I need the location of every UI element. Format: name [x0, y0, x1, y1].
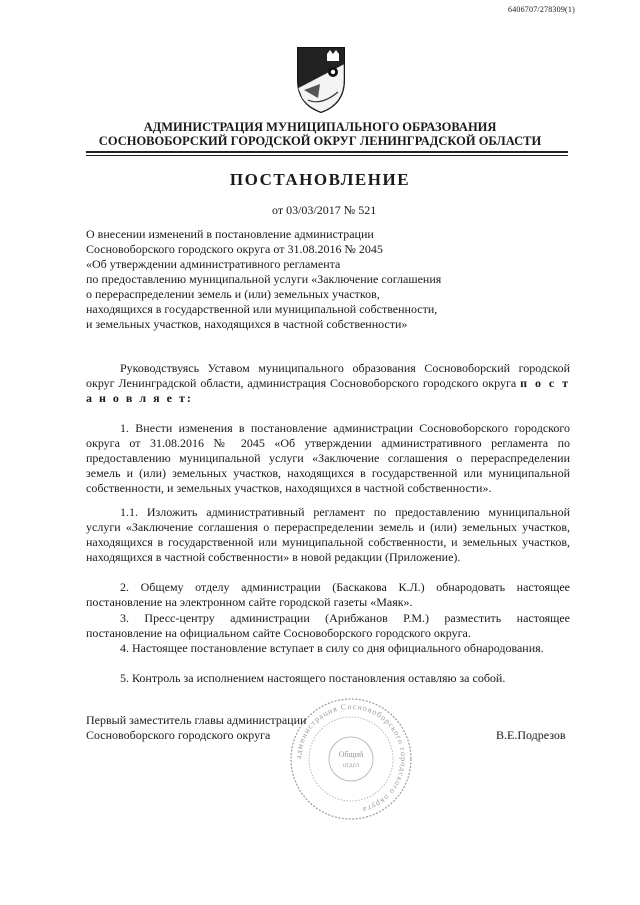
- subject-line: Сосновоборского городского округа от 31.08.2016 № 2045: [86, 242, 383, 256]
- item-5-paragraph: 5. Контроль за исполнением настоящего постановления оставляю за собой.: [120, 671, 506, 685]
- subject-block: [86, 227, 526, 332]
- subject-line: О внесении изменений в постановление администрации: [86, 227, 374, 241]
- stamp-center-text-2: отдел: [342, 761, 360, 769]
- resolves-word: п о с т а н о в л я е т:: [86, 376, 571, 405]
- subject-line: находящихся в государственной или муниципальной собственности,: [86, 302, 438, 316]
- item-3-paragraph: 3. Пресс-центру администрации (Арибжанов Р.М.) разместить настоящее постановление на официальном сайте Сосновоборского городского округа.: [86, 611, 570, 640]
- subject-line: о перераспределении земель и (или) земельных участков,: [86, 287, 380, 301]
- item-1-1-paragraph: 1.1. Изложить административный регламент по предоставлению муниципальной услуги «Заключение соглашения о перераспределении земель и (или) земельных участков, находящихся в государственной или муниципальной собственности, и земельных участков, находящихся в частной собственности» в новой редакции (Приложение).: [86, 505, 570, 564]
- stamp-ring-text: администрация Сосновоборского городского округа: [293, 701, 409, 815]
- signer-name: В.Е.Подрезов: [496, 728, 566, 742]
- org-name-line-1: АДМИНИСТРАЦИЯ МУНИЦИПАЛЬНОГО ОБРАЗОВАНИЯ: [143, 120, 497, 134]
- subject-line: и земельных участков, находящихся в частной собственности»: [86, 317, 408, 331]
- signature-position-line-1: Первый заместитель главы администрации: [86, 713, 307, 727]
- document-id: 6406707/278309(1): [508, 5, 575, 14]
- coat-of-arms-emblem: [294, 44, 348, 114]
- item-2-paragraph: 2. Общему отделу администрации (Баскакова К.Л.) обнародовать настоящее постановление на электронном сайте городской газеты «Маяк».: [86, 580, 570, 609]
- item-1-paragraph: 1. Внести изменения в постановление администрации Сосновоборского городского округа от 31.08.2016 № 2045 «Об утверждении административного регламента по предоставлению муниципальной услуги «Заключение соглашения о перераспределении земель и (или) земельных участков, находящихся в государственной или муниципальной собственности, и земельных участков, находящихся в частной собственности».: [86, 421, 570, 495]
- header-rule-thick: [86, 151, 568, 153]
- header-rule-thin: [86, 155, 568, 156]
- signature-position: [86, 713, 306, 743]
- preamble-text: Руководствуясь Уставом муниципального образования Сосновоборский городской округ Ленинградской области, администрация Сосновоборского городского округа: [86, 361, 570, 390]
- org-name-line-2: СОСНОВОБОРСКИЙ ГОРОДСКОЙ ОКРУГ ЛЕНИНГРАДСКОЙ ОБЛАСТИ: [98, 134, 542, 148]
- preamble-paragraph: [86, 361, 570, 406]
- stamp-center-text-1: Общий: [338, 750, 364, 759]
- signature-position-line-2: Сосновоборского городского округа: [86, 728, 271, 742]
- subject-line: по предоставлению муниципальной услуги «Заключение соглашения: [86, 272, 442, 286]
- date-number-line: от 03/03/2017 № 521: [272, 203, 377, 217]
- subject-line: «Об утверждении административного регламента: [86, 257, 341, 271]
- document-title: ПОСТАНОВЛЕНИЕ: [229, 170, 411, 189]
- item-4-paragraph: 4. Настоящее постановление вступает в силу со дня официального обнародования.: [120, 641, 544, 655]
